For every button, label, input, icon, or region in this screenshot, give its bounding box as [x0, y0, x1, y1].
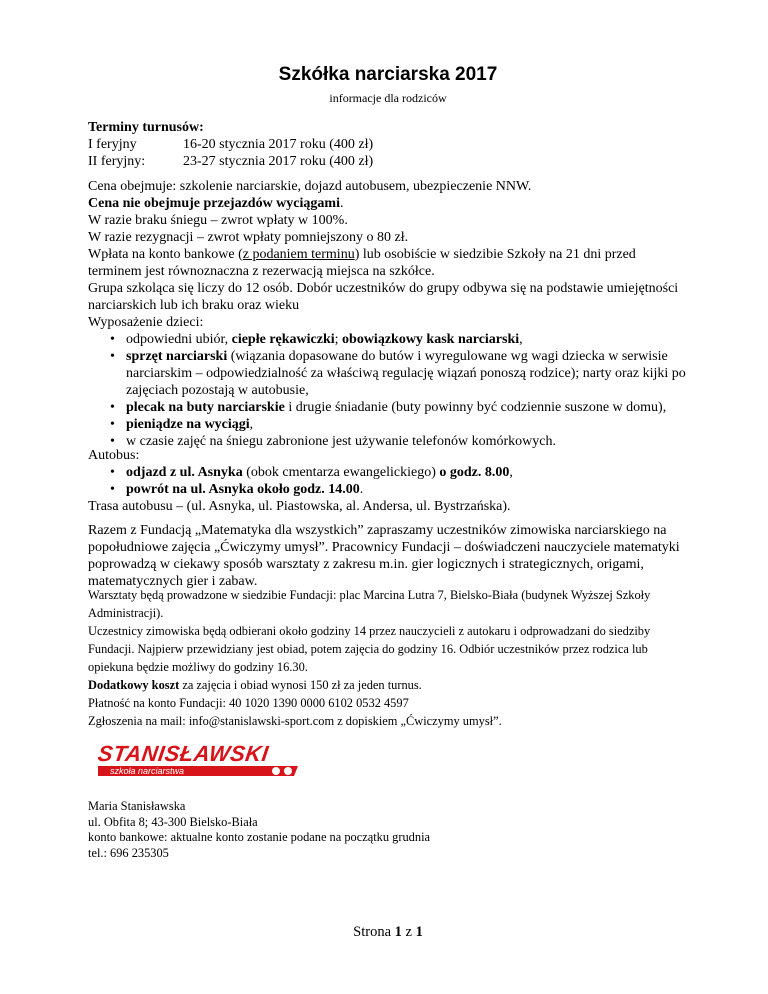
- logo-brand: STANISŁAWSKI: [98, 741, 271, 766]
- foundation-account: Płatność na konto Fundacji: 40 1020 1390 0000 6102 0532 4597: [88, 696, 409, 710]
- logo-emblem-icon: [284, 767, 292, 775]
- terms-section: [88, 119, 688, 170]
- item-bold: sprzęt narciarski: [126, 349, 228, 364]
- item-text: i drugie śniadanie (buty powinny być codziennie suszone w domu),: [284, 400, 667, 415]
- item-text: odpowiedni ubiór,: [126, 332, 232, 347]
- payment-underlined: z podaniem terminu: [242, 247, 355, 262]
- extra-cost-text: za zajęcia i obiad wynosi 150 zł za jeden turnus.: [179, 678, 422, 692]
- bus-route: Trasa autobusu – (ul. Asnyka, ul. Piastowska, al. Andersa, ul. Bystrzańska).: [88, 499, 511, 514]
- equipment-section: [88, 314, 688, 450]
- payment-info: [88, 246, 688, 280]
- equipment-heading: Wyposażenie dzieci:: [88, 315, 204, 330]
- extra-cost-bold: Dodatkowy koszt: [88, 678, 180, 692]
- price-includes: Cena obejmuje: szkolenie narciarskie, dojazd autobusem, ubezpieczenie NNW.: [88, 179, 532, 194]
- terms-heading: Terminy turnusów:: [88, 120, 204, 135]
- list-item: [88, 331, 688, 348]
- contact-name: Maria Stanisławska: [88, 799, 186, 813]
- term-value: 16-20 stycznia 2017 roku (400 zł): [183, 137, 374, 152]
- logo-tagline: szkoła narciarstwa: [110, 766, 185, 776]
- page-total: 1: [415, 924, 423, 940]
- foundation-paragraph: Razem z Fundacją „Matematyka dla wszystkich” zapraszamy uczestników zimowiska narciarskiego na popołudniowe zajęcia „Ćwiczymy umysł”. Pracownicy Fundacji – doświadczeni nauczyciele matematyki poprowadzą w ciekawy sposób warsztaty z zakresu m.in. gier logicznych i strategicznych, origami, matematycznych gier i zabaw.: [88, 523, 680, 589]
- term-row: [88, 153, 688, 170]
- item-bold: o godz. 8.00: [439, 465, 510, 480]
- registration-email: Zgłoszenia na mail: info@stanislawski-sport.com z dopiskiem „Ćwiczymy umysł”.: [88, 714, 502, 728]
- term-label: I feryjny: [88, 137, 137, 152]
- item-text: ,: [509, 465, 513, 480]
- page-number: [88, 924, 688, 941]
- item-bold: pieniądze na wyciągi: [126, 417, 250, 432]
- foundation-details: [88, 586, 688, 730]
- price-excludes-bold: Cena nie obejmuje przejazdów wyciągami: [88, 196, 340, 211]
- resignation-refund: W razie rezygnacji – zwrot wpłaty pomniejszony o 80 zł.: [88, 230, 409, 245]
- price-excludes: [88, 195, 688, 212]
- item-bold: plecak na buty narciarskie: [126, 400, 285, 415]
- item-bold: obowiązkowy kask narciarski: [342, 332, 520, 347]
- item-text: ;: [334, 332, 343, 347]
- school-logo: [98, 740, 318, 785]
- contact-bank: konto bankowe: aktualne konto zostanie podane na początku grudnia: [88, 830, 431, 844]
- payment-text-a: Wpłata na konto bankowe (: [88, 247, 243, 262]
- term-label: II feryjny:: [88, 154, 146, 169]
- page-current: 1: [394, 924, 402, 940]
- group-info: Grupa szkoląca się liczy do 12 osób. Dobór uczestników do grupy odbywa się na podstawie umiejętności narciarskich lub ich braku oraz wieku: [88, 281, 679, 313]
- list-item: [88, 399, 688, 416]
- item-bold: ciepłe rękawiczki: [231, 332, 335, 347]
- workshop-location: Warsztaty będą prowadzone w siedzibie Fundacji: plac Marcina Lutra 7, Bielsko-Biała (budynek Wyższej Szkoły Administracji).: [88, 588, 651, 620]
- list-item: [88, 464, 688, 481]
- price-section: [88, 178, 688, 314]
- list-item: [88, 416, 688, 433]
- logo-graphic: [98, 740, 318, 780]
- bus-section: [88, 447, 688, 515]
- page-title: Szkółka narciarska 2017: [278, 64, 498, 85]
- page-of: z: [405, 924, 412, 940]
- contact-info: [88, 799, 430, 861]
- page-word: Strona: [353, 924, 392, 940]
- price-excludes-end: .: [339, 196, 344, 211]
- pickup-info: Uczestnicy zimowiska będą odbierani około godziny 14 przez nauczycieli z autokaru i odprowadzani do siedziby Fundacji. Najpierw przewidziany jest obiad, potem zajęcia do godziny 16. Odbiór uczestników przez rodzica lub opiekuna będzie możliwy do godziny 16.30.: [88, 624, 651, 674]
- item-text: .: [359, 482, 364, 497]
- list-item: [88, 348, 688, 399]
- item-text: (wiązania dopasowane do butów i wyregulowane wg wagi dziecka w serwisie narciarskim – odpowiedzialność za właściwą regulację wiązań ponoszą rodzice); narty oraz kijki po zajęciach pozostają w autobusie,: [126, 349, 686, 398]
- term-row: [88, 136, 688, 153]
- no-snow-refund: W razie braku śniegu – zwrot wpłaty w 100%.: [88, 213, 348, 228]
- contact-phone: tel.: 696 235305: [88, 845, 169, 860]
- item-text: w czasie zajęć na śniegu zabronione jest używanie telefonów komórkowych.: [126, 434, 556, 449]
- extra-cost: [88, 676, 688, 694]
- list-item: [88, 481, 688, 498]
- contact-address: ul. Obfita 8; 43-300 Bielsko-Biała: [88, 814, 258, 829]
- payment-text-b: ) lub osobiście w siedzibie Szkoły na 21 dni przed terminem jest równoznaczna z rezerwacją miejsca na szkółce.: [88, 247, 636, 279]
- item-text: ,: [249, 417, 254, 432]
- item-bold: odjazd z ul. Asnyka: [126, 465, 243, 480]
- logo-emblem-icon: [272, 767, 280, 775]
- item-text: (obok cmentarza ewangelickiego): [242, 465, 440, 480]
- page-subtitle: informacje dla rodziców: [329, 91, 447, 105]
- item-bold: powrót na ul. Asnyka około godz. 14.00: [126, 482, 360, 497]
- bus-heading: Autobus:: [88, 448, 140, 463]
- item-text: ,: [519, 332, 523, 347]
- term-value: 23-27 stycznia 2017 roku (400 zł): [183, 154, 374, 169]
